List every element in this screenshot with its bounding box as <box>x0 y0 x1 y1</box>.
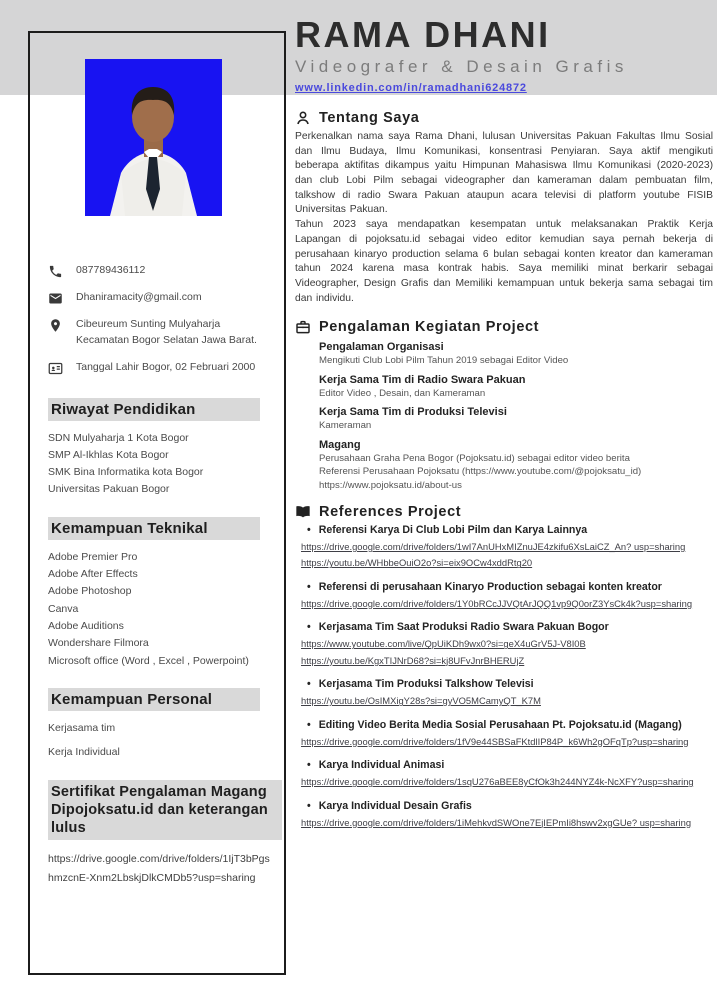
contact-row-address <box>48 317 274 349</box>
about-section-title: Tentang Saya <box>319 109 420 126</box>
certificate-link[interactable]: https://drive.google.com/drive/folders/1IjT3bPgshmzcnE-Xnm2LbskjDlkCMDb5?usp=sharing <box>48 852 270 884</box>
education-item: Universitas Pakuan Bogor <box>48 483 170 496</box>
birthdate-text: Tanggal Lahir Bogor, 02 Februari 2000 <box>76 360 256 373</box>
main-column <box>295 16 713 840</box>
education-item: SDN Mulyaharja 1 Kota Bogor <box>48 431 189 444</box>
experience-item-desc <box>319 387 713 400</box>
experience-section-title: Pengalaman Kegiatan Project <box>319 319 540 336</box>
person-role: Videografer & Desain Grafis <box>295 56 628 76</box>
experience-item-title: Magang <box>319 438 361 451</box>
id-card-icon <box>48 361 63 376</box>
linkedin-link[interactable]: www.linkedin.com/in/ramadhani624872 <box>295 81 527 94</box>
reference-item <box>301 581 713 612</box>
experience-desc-line: Referensi Perusahaan Pojoksatu (https://www.youtube.com/@pojoksatu_id) <box>319 466 642 478</box>
references-section-title: References Project <box>319 503 462 520</box>
technical-skill-item: Adobe Auditions <box>48 620 124 632</box>
about-paragraph-1: Perkenalkan nama saya Rama Dhani, lulusan Universitas Pakuan Fakultas Ilmu Sosial dan Ilmu Budaya, Ilmu Komunikasi, konsentrasi Penyiaran. Saya aktif mengikuti beberapa aktifitas dikampus yaitu Himpunan Mahasiswa Ilmu Komunikasi (2020-2023) dan club Lobi Pilm sebagai videographer dan kameraman dalam pembuatan film, talkshow di radio Swara Pakuan ataupun acara televisi di platform youtube FISIB Universitas Pakuan. <box>295 130 713 216</box>
experience-item-desc <box>319 452 713 492</box>
education-item: SMK Bina Informatika kota Bogor <box>48 466 204 479</box>
experience-desc-line: Perusahaan Graha Pena Bogor (Pojoksatu.id) sebagai editor video berita <box>319 452 630 464</box>
experience-item-title: Pengalaman Organisasi <box>319 341 444 354</box>
experience-desc-line: Kameraman <box>319 420 372 432</box>
experience-section-header <box>295 319 713 335</box>
experience-item <box>319 341 713 367</box>
contact-row-email <box>48 290 274 306</box>
technical-skill-item: Canva <box>48 602 79 615</box>
reference-title: • Referensi di perusahaan Kinaryo Production sebagai konten kreator <box>301 581 713 593</box>
experience-desc-line: Mengikuti Club Lobi Pilm Tahun 2019 sebagai Editor Video <box>319 355 569 367</box>
experience-item <box>319 406 713 432</box>
reference-item <box>301 524 713 572</box>
book-icon <box>295 504 311 520</box>
birthdate <box>76 360 255 376</box>
reference-link[interactable]: https://drive.google.com/drive/folders/1Y0bRCcJJVQtArJQQ1vp9Q0orZ3YsCk4k?usp=sharing <box>301 597 693 609</box>
profile-photo <box>85 59 222 216</box>
reference-item <box>301 800 713 831</box>
reference-item <box>301 621 713 669</box>
education-heading: Riwayat Pendidikan <box>48 398 260 421</box>
experience-item <box>319 439 713 492</box>
references-list <box>301 524 713 831</box>
reference-item <box>301 759 713 790</box>
reference-link[interactable]: https://drive.google.com/drive/folders/1fV9e44SBSaFKtdlIP84P_k6Wh2gOFqTp?usp=sharing <box>301 735 689 747</box>
technical-skills-heading: Kemampuan Teknikal <box>48 517 260 540</box>
personal-skill-item: Kerja Individual <box>48 746 120 759</box>
reference-link[interactable]: https://youtu.be/KgxTIJNrD68?si=kj8UFvJnrBHERUjZ <box>301 654 525 666</box>
education-item: SMP Al-Ikhlas Kota Bogor <box>48 448 169 461</box>
reference-link[interactable]: https://drive.google.com/drive/folders/1wI7AnUHxMIZnuJE4zkifu6XsLaiCZ_An? usp=sharing <box>301 540 686 552</box>
address-line-1: Cibeureum Sunting Mulyaharja <box>76 318 221 330</box>
about-section-header <box>295 110 713 126</box>
reference-link[interactable]: https://youtu.be/WHbbeOuiO2o?si=eix9OCw4xddRtg20 <box>301 557 533 569</box>
technical-skill-item: Adobe After Effects <box>48 568 138 581</box>
experience-item-title: Kerja Sama Tim di Produksi Televisi <box>319 406 507 419</box>
technical-skill-item: Wondershare Filmora <box>48 637 149 650</box>
contact-row-birthdate <box>48 360 274 376</box>
email-address <box>76 290 202 306</box>
technical-skill-item: Adobe Photoshop <box>48 585 132 598</box>
reference-title: • Karya Individual Desain Grafis <box>301 800 713 812</box>
experience-item-desc <box>319 354 713 367</box>
reference-title: • Kerjasama Tim Produksi Talkshow Televisi <box>301 678 713 690</box>
reference-title: • Editing Video Berita Media Sosial Perusahaan Pt. Pojoksatu.id (Magang) <box>301 719 713 731</box>
reference-item <box>301 719 713 750</box>
phone-number-text: 087789436112 <box>76 264 146 276</box>
person-icon <box>295 110 311 126</box>
about-paragraph-2: Tahun 2023 saya mendapatkan kesempatan untuk melaksanakan Praktik Kerja Lapangan di pojoksatu.id sebagai video editor kemudian saya pernah bekerja di perusahaan kinaryo production selama 6 bulan sebagai konten kreator dan kameraman tahun 2024 karena masa kontrak habis. Saya memiliki minat berkarir sebagai Videographer, Design Grafis dan Memiliki kemampuan untuk bekerja sama sebagai tim dan individu. <box>295 219 713 304</box>
reference-link[interactable]: https://youtu.be/OsIMXigY28s?si=gyVO5MCamyQT_K7M <box>301 695 541 707</box>
address <box>76 317 257 349</box>
sidebar <box>48 263 274 886</box>
briefcase-icon <box>295 319 311 335</box>
reference-link[interactable]: https://drive.google.com/drive/folders/1iMehkvdSWOne7EjIEPmIi8hswv2xgGUe? usp=sharing <box>301 816 692 828</box>
certificate-heading: Sertifikat Pengalaman Magang Dipojoksatu.id dan keterangan lulus <box>48 780 282 840</box>
reference-title: • Kerjasama Tim Saat Produksi Radio Swara Pakuan Bogor <box>301 621 713 633</box>
experience-item <box>319 374 713 400</box>
address-line-2: Kecamatan Bogor Selatan Jawa Barat. <box>76 333 257 346</box>
references-section-header <box>295 504 713 520</box>
email-icon <box>48 291 63 306</box>
reference-item <box>301 678 713 709</box>
experience-desc-line: https://www.pojoksatu.id/about-us <box>319 479 462 491</box>
experience-item-desc <box>319 419 713 432</box>
phone-number <box>76 263 145 279</box>
email-address-text: Dhaniramacity@gmail.com <box>76 291 202 303</box>
reference-title: • Karya Individual Animasi <box>301 759 713 771</box>
experience-list <box>319 341 713 492</box>
technical-skill-item: Microsoft office (Word , Excel , Powerpoint) <box>48 654 249 667</box>
technical-skill-item: Adobe Premier Pro <box>48 550 138 563</box>
experience-desc-line: Editor Video , Desain, dan Kameraman <box>319 387 486 399</box>
personal-skill-item: Kerjasama tim <box>48 721 116 734</box>
personal-skills-heading: Kemampuan Personal <box>48 688 260 711</box>
reference-title: • Referensi Karya Di Club Lobi Pilm dan Karya Lainnya <box>301 524 713 536</box>
person-name: RAMA DHANI <box>295 14 551 55</box>
reference-link[interactable]: https://drive.google.com/drive/folders/1sqU276aBEE8yCfOk3h244NYZ4k-NcXFY?usp=sharing <box>301 776 694 788</box>
phone-icon <box>48 264 63 279</box>
reference-link[interactable]: https://www.youtube.com/live/QpUiKDh9wx0?si=geX4uGrV5J-V8I0B <box>301 638 586 650</box>
location-icon <box>48 318 63 333</box>
contact-row-phone <box>48 263 274 279</box>
experience-item-title: Kerja Sama Tim di Radio Swara Pakuan <box>319 373 526 386</box>
